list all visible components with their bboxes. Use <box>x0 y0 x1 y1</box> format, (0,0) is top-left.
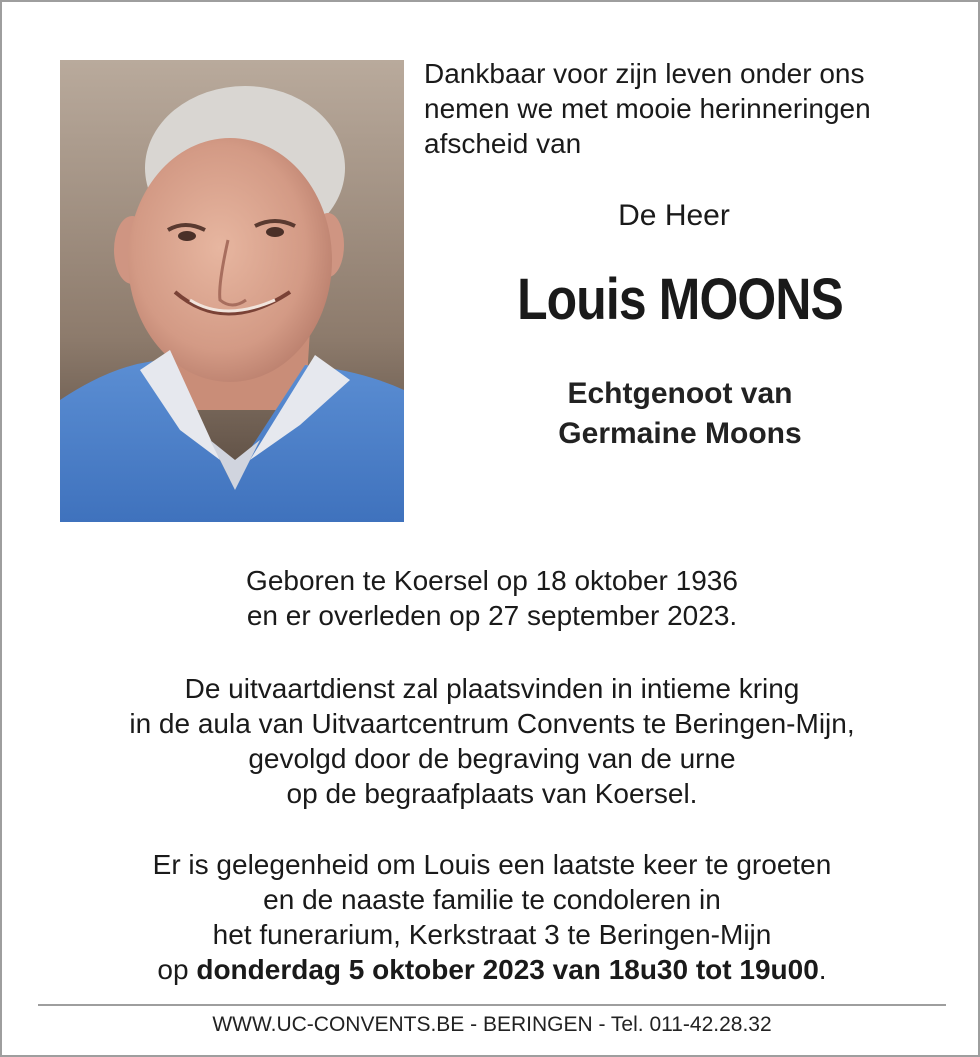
visitation-line: en de naaste familie te condoleren in <box>263 884 721 915</box>
birth-death-info <box>2 563 980 633</box>
service-line: De uitvaartdienst zal plaatsvinden in intieme kring <box>184 673 800 704</box>
deceased-name: Louis MOONS <box>517 267 843 332</box>
intro-line: afscheid van <box>424 128 582 159</box>
footer-divider <box>38 1004 946 1006</box>
visitation-info <box>2 847 980 987</box>
portrait-illustration <box>60 60 404 522</box>
honorific: De Heer <box>618 199 730 232</box>
spouse-info <box>424 374 936 454</box>
footer-contact: WWW.UC-CONVENTS.BE - BERINGEN - Tel. 011-42.28.32 <box>212 1013 772 1036</box>
spouse-name: Germaine Moons <box>558 417 802 450</box>
death-line: en er overleden op 27 september 2023. <box>246 600 738 631</box>
birth-line: Geboren te Koersel op 18 oktober 1936 <box>246 565 738 596</box>
visitation-date-suffix: . <box>818 954 827 985</box>
visitation-date-prefix: op <box>157 954 197 985</box>
spouse-relation: Echtgenoot van <box>567 377 793 410</box>
intro-line: Dankbaar voor zijn leven onder ons <box>424 58 865 89</box>
visitation-date: donderdag 5 oktober 2023 van 18u30 tot 19u00 <box>196 954 819 985</box>
portrait-photo <box>60 60 404 522</box>
service-line: in de aula van Uitvaartcentrum Convents te Beringen-Mijn, <box>129 708 855 739</box>
intro-line: nemen we met mooie herinneringen <box>424 93 871 124</box>
service-line: op de begraafplaats van Koersel. <box>286 778 698 809</box>
intro-text <box>424 56 944 161</box>
visitation-line: Er is gelegenheid om Louis een laatste keer te groeten <box>152 849 832 880</box>
visitation-line: het funerarium, Kerkstraat 3 te Beringen-Mijn <box>212 919 772 950</box>
funeral-service-info <box>2 671 980 811</box>
visitation-date-line <box>2 952 980 987</box>
service-line: gevolgd door de begraving van de urne <box>248 743 736 774</box>
